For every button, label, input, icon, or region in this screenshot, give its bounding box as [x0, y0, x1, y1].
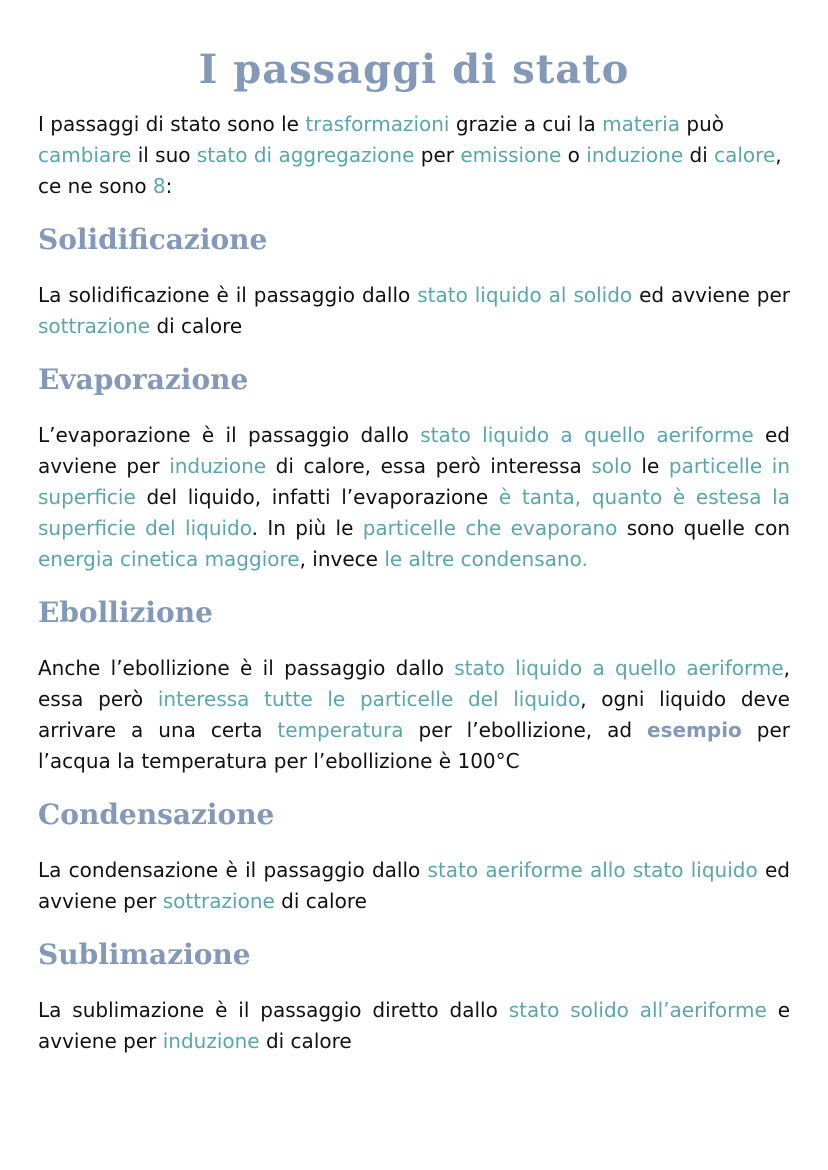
highlighted-term: particelle che evaporano — [362, 516, 618, 540]
intro-paragraph — [38, 109, 790, 202]
section-sublimazione — [38, 935, 790, 1057]
highlighted-term: solo — [591, 454, 632, 478]
text-run: di calore — [274, 889, 367, 913]
highlighted-term: induzione — [586, 143, 684, 167]
text-run: per — [414, 143, 461, 167]
text-run: del liquido, infatti l’evaporazione — [135, 485, 499, 509]
section-solidificazione — [38, 220, 790, 342]
highlighted-term: materia — [602, 112, 681, 136]
highlighted-term: stato di aggregazione — [196, 143, 415, 167]
highlighted-term: cambiare — [38, 143, 132, 167]
section-ebollizione — [38, 593, 790, 777]
highlighted-term: temperatura — [277, 718, 404, 742]
text-run: , invece — [299, 547, 385, 571]
section-condensazione — [38, 795, 790, 917]
section-evaporazione — [38, 360, 790, 575]
highlighted-term: sottrazione — [162, 889, 275, 913]
highlighted-term: trasformazioni — [305, 112, 450, 136]
text-run: di calore — [259, 1029, 352, 1053]
text-run: , essa però — [38, 656, 790, 711]
highlighted-term: interessa tutte le particelle del liquido — [157, 687, 581, 711]
highlighted-term: emissione — [460, 143, 562, 167]
section-heading: Ebollizione — [38, 596, 213, 629]
highlighted-term: le altre condensano. — [384, 547, 588, 571]
section-paragraph — [38, 855, 790, 917]
text-run: La solidificazione è il passaggio dallo — [38, 283, 418, 307]
text-run: grazie a cui la — [449, 112, 603, 136]
text-run: La condensazione è il passaggio dallo — [38, 858, 428, 882]
highlighted-term: stato aeriforme allo stato liquido — [427, 858, 758, 882]
text-run: Anche l’ebollizione è il passaggio dallo — [38, 656, 455, 680]
text-run: ed avviene per — [38, 858, 790, 913]
text-run: I passaggi di stato sono le — [38, 112, 306, 136]
page-title: I passaggi di stato — [198, 46, 630, 93]
highlighted-term: energia cinetica maggiore — [38, 547, 300, 571]
text-run: e avviene per — [38, 998, 791, 1053]
text-run: per l’acqua la temperatura per l’ebollizione è 100°C — [38, 718, 790, 773]
highlighted-term: stato liquido al solido — [417, 283, 633, 307]
highlighted-term: stato liquido a quello aeriforme — [454, 656, 784, 680]
bold-term: esempio — [647, 718, 742, 742]
highlighted-term: induzione — [169, 454, 267, 478]
text-run: le — [631, 454, 669, 478]
section-paragraph — [38, 995, 790, 1057]
highlighted-term: stato liquido a quello aeriforme — [420, 423, 754, 447]
text-run: per l’ebollizione, ad — [403, 718, 648, 742]
text-run: ed avviene per — [38, 423, 791, 478]
text-run: , ogni liquido deve arrivare a una certa — [38, 687, 790, 742]
text-run: ed avviene per — [632, 283, 790, 307]
section-heading: Evaporazione — [38, 363, 249, 396]
section-paragraph — [38, 420, 790, 575]
section-heading: Sublimazione — [38, 938, 251, 971]
text-run: : — [165, 174, 173, 198]
highlighted-term: particelle in superficie — [38, 454, 790, 509]
text-run: . In più le — [251, 516, 363, 540]
highlighted-term: 8 — [152, 174, 166, 198]
text-run: di calore, essa però interessa — [266, 454, 592, 478]
highlighted-term: stato solido all’aeriforme — [508, 998, 767, 1022]
text-run: La sublimazione è il passaggio diretto dallo — [38, 998, 509, 1022]
text-run: sono quelle con — [617, 516, 790, 540]
section-paragraph — [38, 280, 790, 342]
text-run: può — [680, 112, 724, 136]
text-run: il suo — [131, 143, 197, 167]
section-heading: Solidificazione — [38, 223, 268, 256]
highlighted-term: induzione — [162, 1029, 260, 1053]
text-run: o — [561, 143, 587, 167]
text-run: L’evaporazione è il passaggio dallo — [38, 423, 421, 447]
section-heading: Condensazione — [38, 798, 275, 831]
highlighted-term: calore — [714, 143, 776, 167]
section-paragraph — [38, 653, 790, 777]
text-run: , ce ne sono — [38, 143, 782, 198]
text-run: di calore — [150, 314, 243, 338]
highlighted-term: è tanta, quanto è estesa la superficie del liquido — [38, 485, 790, 540]
highlighted-term: sottrazione — [38, 314, 151, 338]
text-run: di — [683, 143, 715, 167]
